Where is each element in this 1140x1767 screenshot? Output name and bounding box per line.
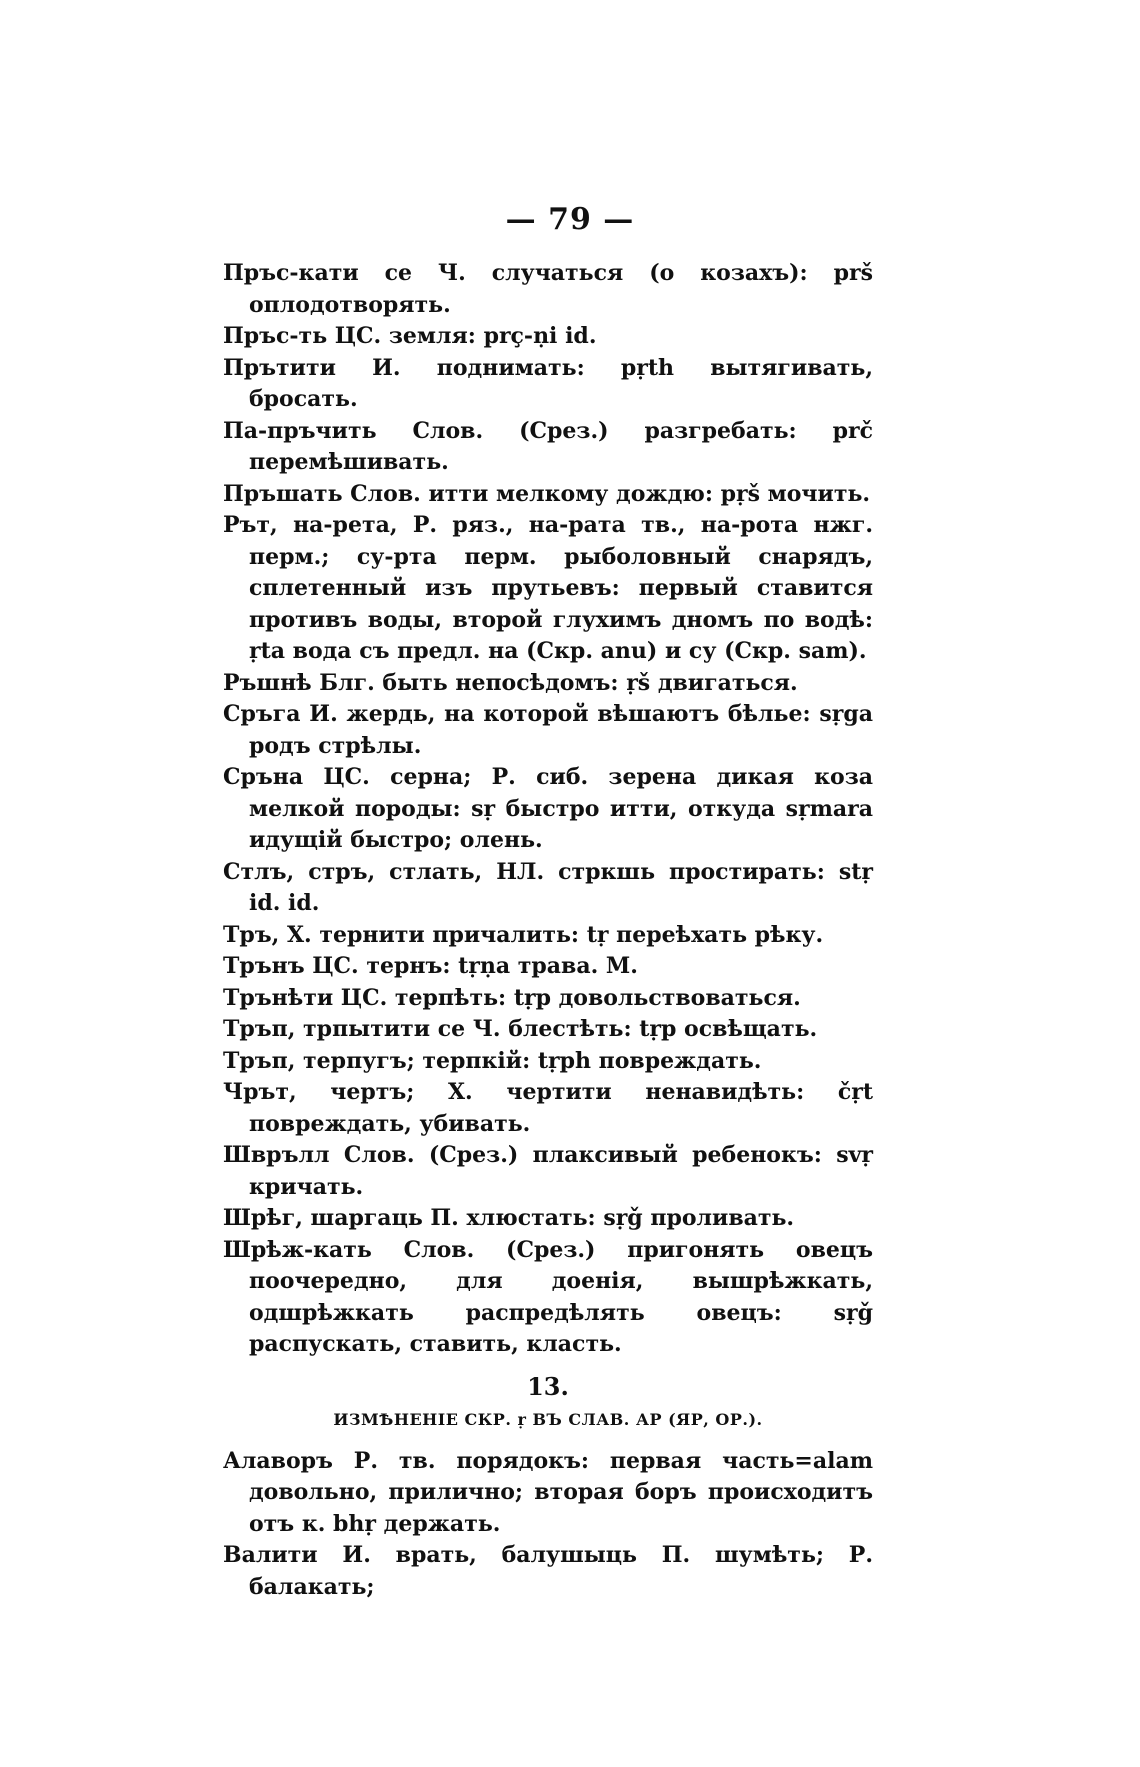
page-content <box>223 258 873 1603</box>
dictionary-entry: Сръга И. жердь, на которой вѣшаютъ бѣлье: sṛga родъ стрѣлы. <box>223 701 873 759</box>
dictionary-entry: Ръшнѣ Блг. быть непосѣдомъ: ṛš двигаться. <box>223 669 798 696</box>
dictionary-entry: Прътити И. поднимать: pṛth вытягивать, бросать. <box>223 354 873 412</box>
dictionary-entry: Стлъ, стръ, стлать, НЛ. стркшь простирать: stṛ id. id. <box>223 858 873 916</box>
dictionary-entry: Па-пръчить Слов. (Срез.) разгребать: prč перемѣшивать. <box>223 417 873 475</box>
dictionary-entry: Пръс-ть ЦС. земля: prç-ṇi id. <box>223 323 597 349</box>
dictionary-entry: Пръс-кати се Ч. случаться (о козахъ): prš оплодотворять. <box>223 260 873 318</box>
dictionary-entry: Пръшать Слов. итти мелкому дождю: pṛš мочить. <box>223 480 871 507</box>
dictionary-entry: Тръ, Х. тернити причалить: tṛ переѣхать рѣку. <box>223 921 824 948</box>
section-title: ИЗМѢНЕНІЕ СКР. ṛ ВЪ СЛАВ. АР (ЯР, ОР.). <box>333 1410 763 1429</box>
dictionary-entry: Сръна ЦС. серна; Р. сиб. зерена дикая коза мелкой породы: sṛ быстро итти, откуда sṛmara идущій быстро; олень. <box>223 764 873 853</box>
dictionary-entry: Тръп, трпытити се Ч. блестѣть: tṛp освѣщать. <box>223 1016 818 1042</box>
page-number: — 79 — <box>505 202 635 237</box>
dictionary-entry: Шрѣг, шаргаць П. хлюстать: sṛǧ проливать. <box>223 1205 795 1231</box>
dictionary-entry: Трънѣти ЦС. терпѣть: tṛp довольствоваться. <box>223 984 801 1011</box>
dictionary-entry: Трънъ ЦС. тернъ: tṛṇa трава. М. <box>223 953 638 979</box>
dictionary-entry: Шврълл Слов. (Срез.) плаксивый ребенокъ: svṛ кричать. <box>223 1142 873 1200</box>
dictionary-entry: Рът, на-рета, Р. ряз., на-рата тв., на-рота нжг. перм.; су-рта перм. рыболовный снарядъ, сплетенный изъ прутьевъ: первый ставится противъ воды, второй глухимъ дномъ по водѣ: ṛta вода съ предл. на (Скр. anu) и су (Скр. sam). <box>223 512 873 664</box>
section-number: 13. <box>527 1371 569 1401</box>
dictionary-entry: Шрѣж-кать Слов. (Срез.) пригонять овецъ поочередно, для доенія, вышрѣжкать, одшрѣжкать распредѣлять овецъ: sṛǧ распускать, ставить, класть. <box>223 1236 873 1357</box>
dictionary-entry: Валити И. врать, балушыць П. шумѣть; Р. балакать; <box>223 1542 873 1600</box>
dictionary-entry: Алаворъ Р. тв. порядокъ: первая часть=alam довольно, прилично; вторая боръ происходитъ отъ к. bhṛ держать. <box>223 1447 873 1537</box>
dictionary-entry: Тръп, терпугъ; терпкій: tṛph повреждать. <box>223 1047 762 1074</box>
dictionary-entry: Чрът, чертъ; Х. чертити ненавидѣть: čṛt повреждать, убивать. <box>223 1079 873 1137</box>
